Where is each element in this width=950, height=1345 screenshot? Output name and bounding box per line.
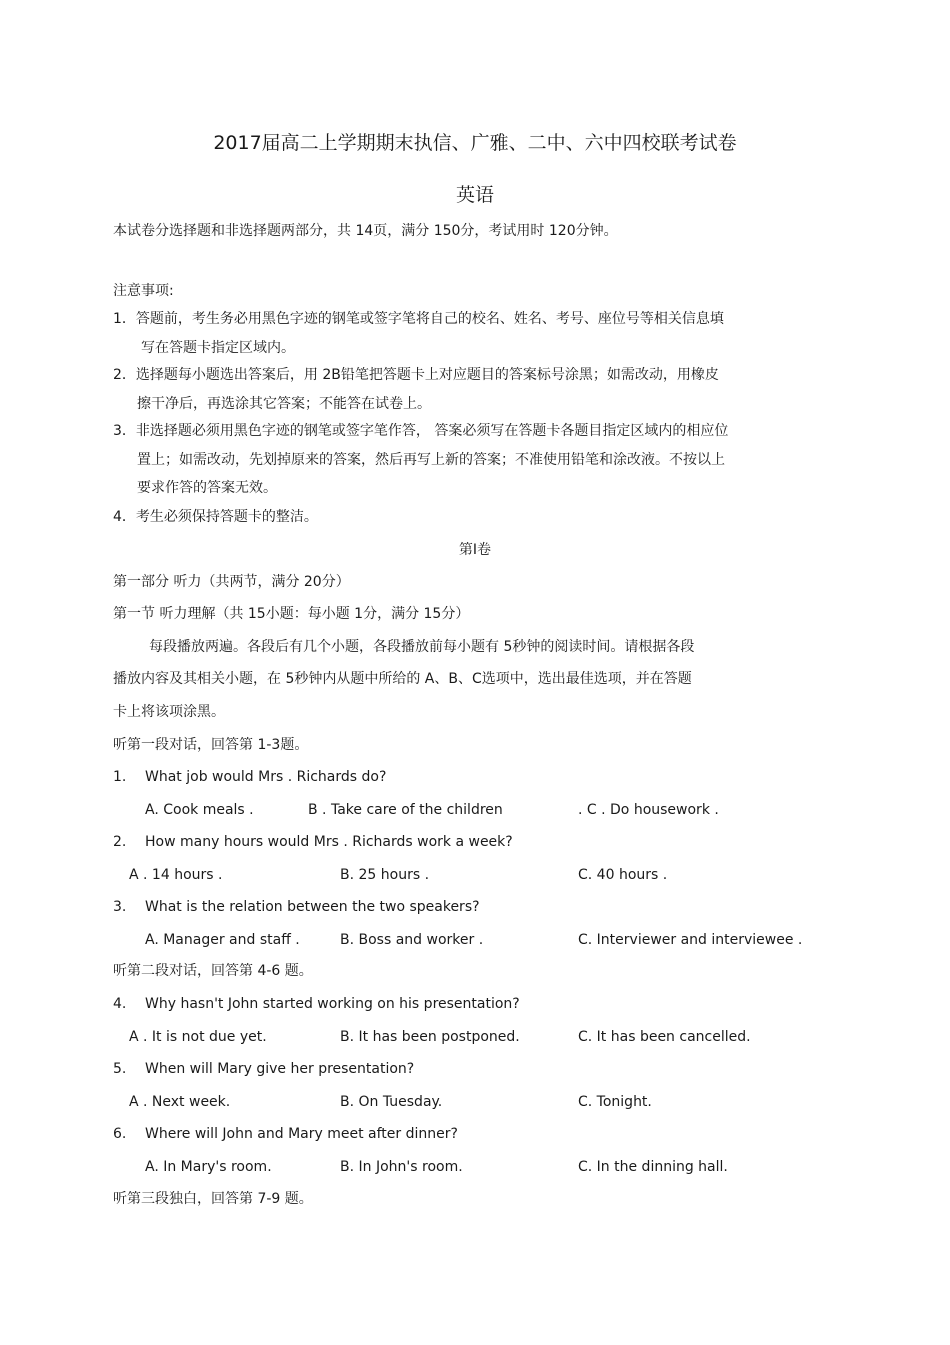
question-text: What is the relation between the two speakers? (145, 899, 480, 915)
question-text: When will Mary give her presentation? (145, 1061, 415, 1077)
option-b: B. On Tuesday. (340, 1094, 443, 1110)
option-c: . C . Do housework . (578, 802, 719, 818)
notice-2a: 2．选择题每小题选出答案后，用 2B铅笔把答题卡上对应题目的答案标号涂黑；如需改动，用橡皮 (113, 367, 719, 383)
question-number: 1. (113, 769, 127, 785)
part-heading: 第一部分 听力（共两节，满分 20分） (113, 574, 350, 590)
question-text: What job would Mrs . Richards do? (145, 769, 387, 785)
notice-1b: 写在答题卡指定区域内。 (141, 340, 295, 356)
notice-1a: 1．答题前，考生务必用黑色字迹的钢笔或签字笔将自己的校名、姓名、考号、座位号等相关信息填 (113, 311, 724, 327)
option-a: A. Manager and staff . (145, 932, 300, 948)
volume-heading: 第Ⅰ卷 (458, 542, 492, 558)
option-b: B . Take care of the children (308, 802, 503, 818)
notice-3b: 置上；如需改动，先划掉原来的答案，然后再写上新的答案；不准使用铅笔和涂改液。不按以上 (137, 452, 725, 468)
section-heading: 第一节 听力理解（共 15小题：每小题 1分，满分 15分） (113, 606, 470, 622)
question-number: 3. (113, 899, 127, 915)
notice-2b: 擦干净后，再选涂其它答案；不能答在试卷上。 (137, 396, 431, 412)
question-text: How many hours would Mrs . Richards work a week? (145, 834, 513, 850)
option-c: C. Tonight. (578, 1094, 652, 1110)
option-c: C. 40 hours . (578, 867, 668, 883)
option-a: A. Cook meals . (145, 802, 254, 818)
notice-3c: 要求作答的答案无效。 (137, 480, 277, 496)
dialog-3-heading: 听第三段独白，回答第 7-9 题。 (113, 1191, 313, 1207)
option-b: B. In John's room. (340, 1159, 463, 1175)
dialog-1-heading: 听第一段对话，回答第 1-3题。 (113, 737, 309, 753)
exam-title: 2017届高二上学期期末执信、广雅、二中、六中四校联考试卷 (213, 132, 737, 154)
option-b: B. It has been postponed. (340, 1029, 520, 1045)
notice-heading: 注意事项: (113, 283, 174, 299)
notice-4: 4．考生必须保持答题卡的整洁。 (113, 509, 318, 525)
question-text: Where will John and Mary meet after dinner? (145, 1126, 458, 1142)
option-a: A . It is not due yet. (129, 1029, 267, 1045)
option-b: B. 25 hours . (340, 867, 430, 883)
option-a: A . 14 hours . (129, 867, 223, 883)
option-a: A. In Mary's room. (145, 1159, 272, 1175)
subject-title: 英语 (455, 184, 494, 206)
question-number: 6. (113, 1126, 127, 1142)
option-b: B. Boss and worker . (340, 932, 484, 948)
question-number: 4. (113, 996, 127, 1012)
dialog-2-heading: 听第二段对话，回答第 4-6 题。 (113, 963, 313, 979)
question-number: 2. (113, 834, 127, 850)
instructions-line-3: 卡上将该项涂黑。 (113, 704, 225, 720)
option-c: C. It has been cancelled. (578, 1029, 751, 1045)
question-number: 5. (113, 1061, 127, 1077)
option-a: A . Next week. (129, 1094, 231, 1110)
question-text: Why hasn't John started working on his presentation? (145, 996, 520, 1012)
instructions-line-1: 每段播放两遍。各段后有几个小题，各段播放前每小题有 5秒钟的阅读时间。请根据各段 (149, 639, 695, 655)
option-c: C. Interviewer and interviewee . (578, 932, 803, 948)
intro-text: 本试卷分选择题和非选择题两部分，共 14页，满分 150分，考试用时 120分钟。 (113, 223, 618, 239)
option-c: C. In the dinning hall. (578, 1159, 728, 1175)
notice-3a: 3．非选择题必须用黑色字迹的钢笔或签字笔作答， 答案必须写在答题卡各题目指定区域内的相应位 (113, 423, 729, 439)
instructions-line-2: 播放内容及其相关小题，在 5秒钟内从题中所给的 A、B、C选项中，选出最佳选项，并在答题 (113, 671, 692, 687)
